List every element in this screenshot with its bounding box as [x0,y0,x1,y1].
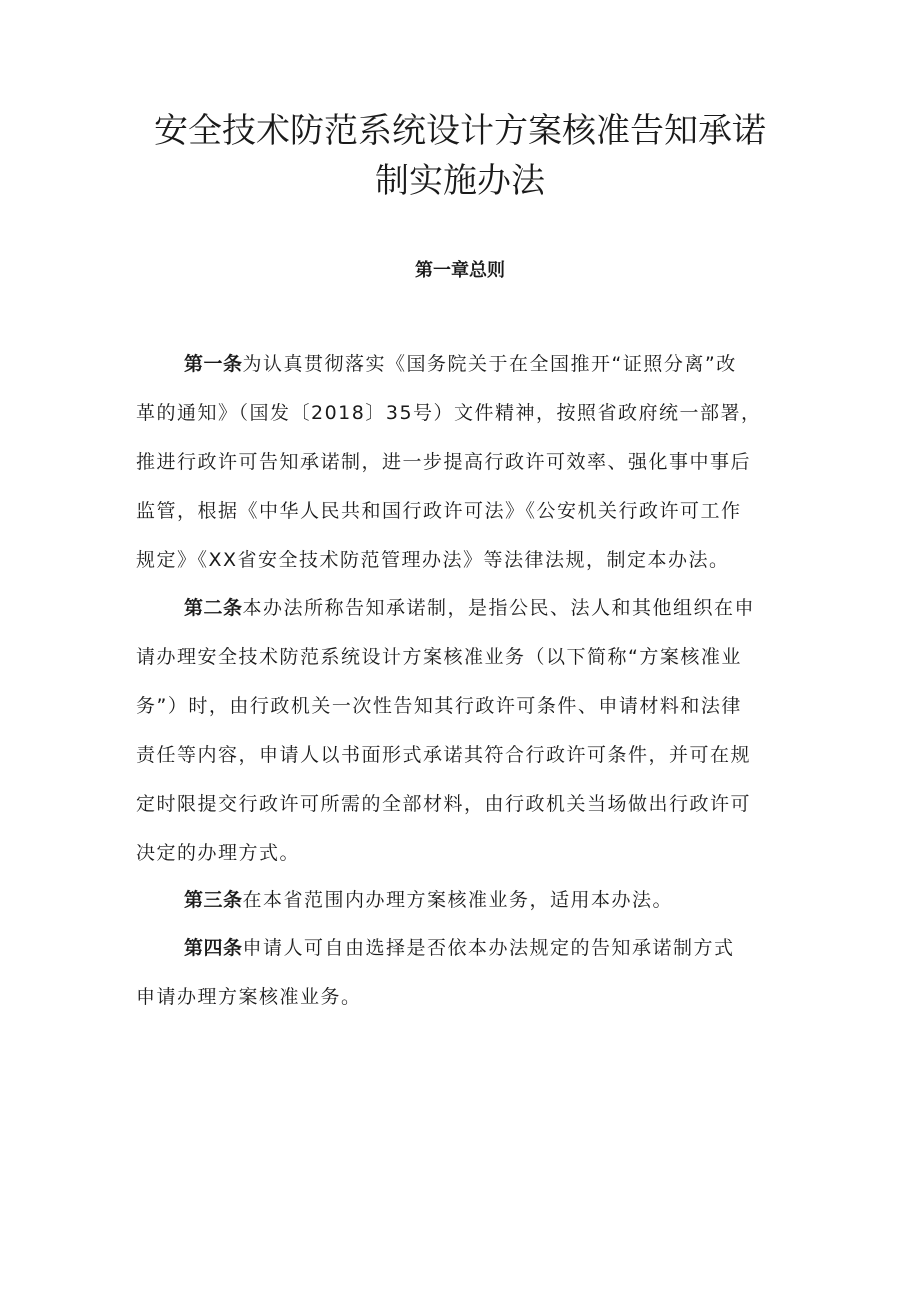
article-2-line-1 [136,584,796,633]
article-1-line-2: 革的通知》（国发〔2018〕35号）文件精神，按照省政府统一部署， [136,402,762,424]
article-1-label: 第一条 [184,353,243,375]
article-2-line-5: 定时限提交行政许可所需的全部材料，由行政机关当场做出行政许可 [136,793,752,815]
article-1 [136,340,796,585]
article-2-line-4: 责任等内容，申请人以书面形式承诺其符合行政许可条件，并可在规 [136,744,752,766]
article-2-line-6: 决定的办理方式。 [136,842,301,864]
article-1-line-1 [136,340,796,389]
document-title-line-1: 安全技术防范系统设计方案核准告知承诺 [154,111,766,151]
article-1-line-4: 监管，根据《中华人民共和国行政许可法》《公安机关行政许可工作 [136,500,742,522]
article-2-line-3: 务”）时，由行政机关一次性告知其行政许可条件、申请材料和法律 [136,695,742,717]
article-4-line-2: 申请办理方案核准业务。 [136,986,362,1008]
article-1-line-5: 规定》《XX省安全技术防范管理办法》等法律法规，制定本办法。 [136,549,730,571]
article-1-text-1: 为认真贯彻落实《国务院关于在全国推开“证照分离”改 [242,353,737,375]
article-4-text-1: 申请人可自由选择是否依本办法规定的告知承诺制方式 [242,937,735,959]
article-3-label: 第三条 [184,889,243,911]
article-1-line-3: 推进行政许可告知承诺制，进一步提高行政许可效率、强化事中事后 [136,451,752,473]
chapter-heading: 第一章总则 [415,260,505,281]
article-4-label: 第四条 [184,937,243,959]
article-3-line-1 [136,876,796,925]
article-4-line-1 [136,924,796,973]
article-2 [136,584,796,878]
document-title-line-2: 制实施办法 [375,161,545,201]
article-4 [136,924,796,1022]
article-2-label: 第二条 [184,597,243,619]
article-3 [136,876,796,925]
article-2-line-2: 请办理安全技术防范系统设计方案核准业务（以下简称“方案核准业 [136,646,742,668]
article-2-text-1: 本办法所称告知承诺制，是指公民、法人和其他组织在申 [242,597,756,619]
article-3-text-1: 在本省范围内办理方案核准业务，适用本办法。 [242,889,674,911]
